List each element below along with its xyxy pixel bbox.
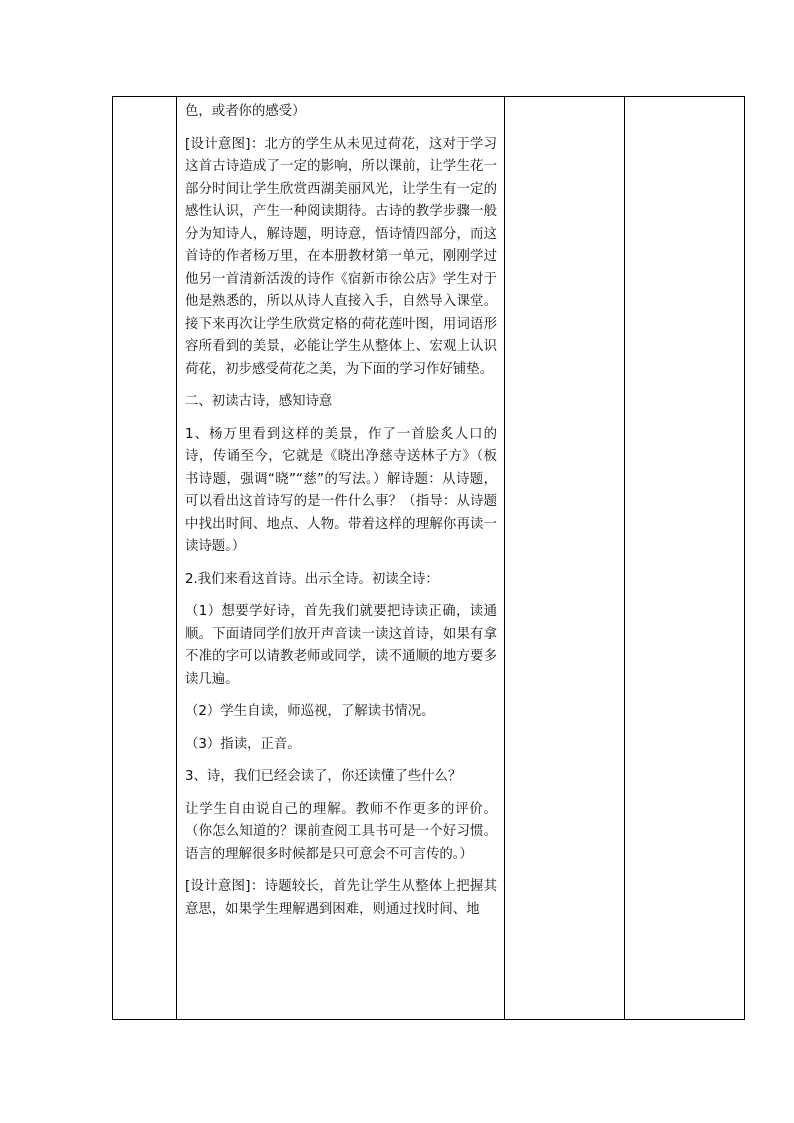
paragraph-step-1-poem-title: 1、杨万里看到这样的美景，作了一首脍炙人口的诗，传诵至今，它就是《晓出净慈寺送林子方》（板书诗题，强调“晓”“慈”的写法。）解诗题：从诗题，可以看出这首诗写的是一件什么事？（指导：从诗题中找出时间、地点、人物。带着这样的理解你再读一读诗题。） [185, 426, 497, 554]
third-empty-cell [505, 97, 625, 1020]
paragraph-substep-2: （2）学生自读，师巡视，了解读书情况。 [185, 704, 435, 719]
content-cell [177, 97, 505, 1020]
paragraph-color-or-feeling: 色，或者你的感受） [185, 104, 306, 119]
paragraph-free-discussion: 让学生自由说自己的理解。教师不作更多的评价。（你怎么知道的？课前查阅工具书可是一个好习惯。语言的理解很多时候都是只可意会不可言传的。） [185, 801, 497, 862]
lesson-plan-table [112, 96, 745, 1020]
paragraph-step-3-understanding: 3、诗，我们已经会读了，你还读懂了些什么？ [185, 769, 462, 784]
paragraph-design-intent-1: [设计意图]：北方的学生从未见过荷花，这对于学习这首古诗造成了一定的影响，所以课前，让学生花一部分时间让学生欣赏西湖美丽风光，让学生有一定的感性认识，产生一种阅读期待。古诗的教学步骤一般分为知诗人，解诗题，明诗意，悟诗情四部分，而这首诗的作者杨万里，在本册教材第一单元，刚刚学过他另一首清新活泼的诗作《宿新市徐公店》学生对于他是熟悉的，所以从诗人直接入手，自然导入课堂。接下来再次让学生欣赏定格的荷花莲叶图，用词语形容所看到的美景，必能让学生从整体上、宏观上认识荷花，初步感受荷花之美，为下面的学习作好铺垫。 [185, 136, 497, 377]
left-empty-cell [113, 97, 177, 1020]
paragraph-design-intent-2: [设计意图]：诗题较长，首先让学生从整体上把握其意思，如果学生理解遇到困难，则通过找时间、地 [185, 879, 497, 917]
right-empty-cell [625, 97, 745, 1020]
lesson-content [177, 97, 504, 921]
paragraph-step-2-read-poem: 2.我们来看这首诗。出示全诗。初读全诗： [185, 571, 439, 587]
paragraph-substep-3: （3）指读，正音。 [185, 736, 301, 752]
paragraph-substep-1: （1）想要学好诗，首先我们就要把诗读正确，读通顺。下面请同学们放开声音读一读这首诗，如果有拿不准的字可以请教老师或同学，读不通顺的地方要多读几遍。 [185, 604, 497, 687]
section-heading-first-reading: 二、初读古诗，感知诗意 [185, 394, 333, 409]
table-row [113, 97, 745, 1020]
